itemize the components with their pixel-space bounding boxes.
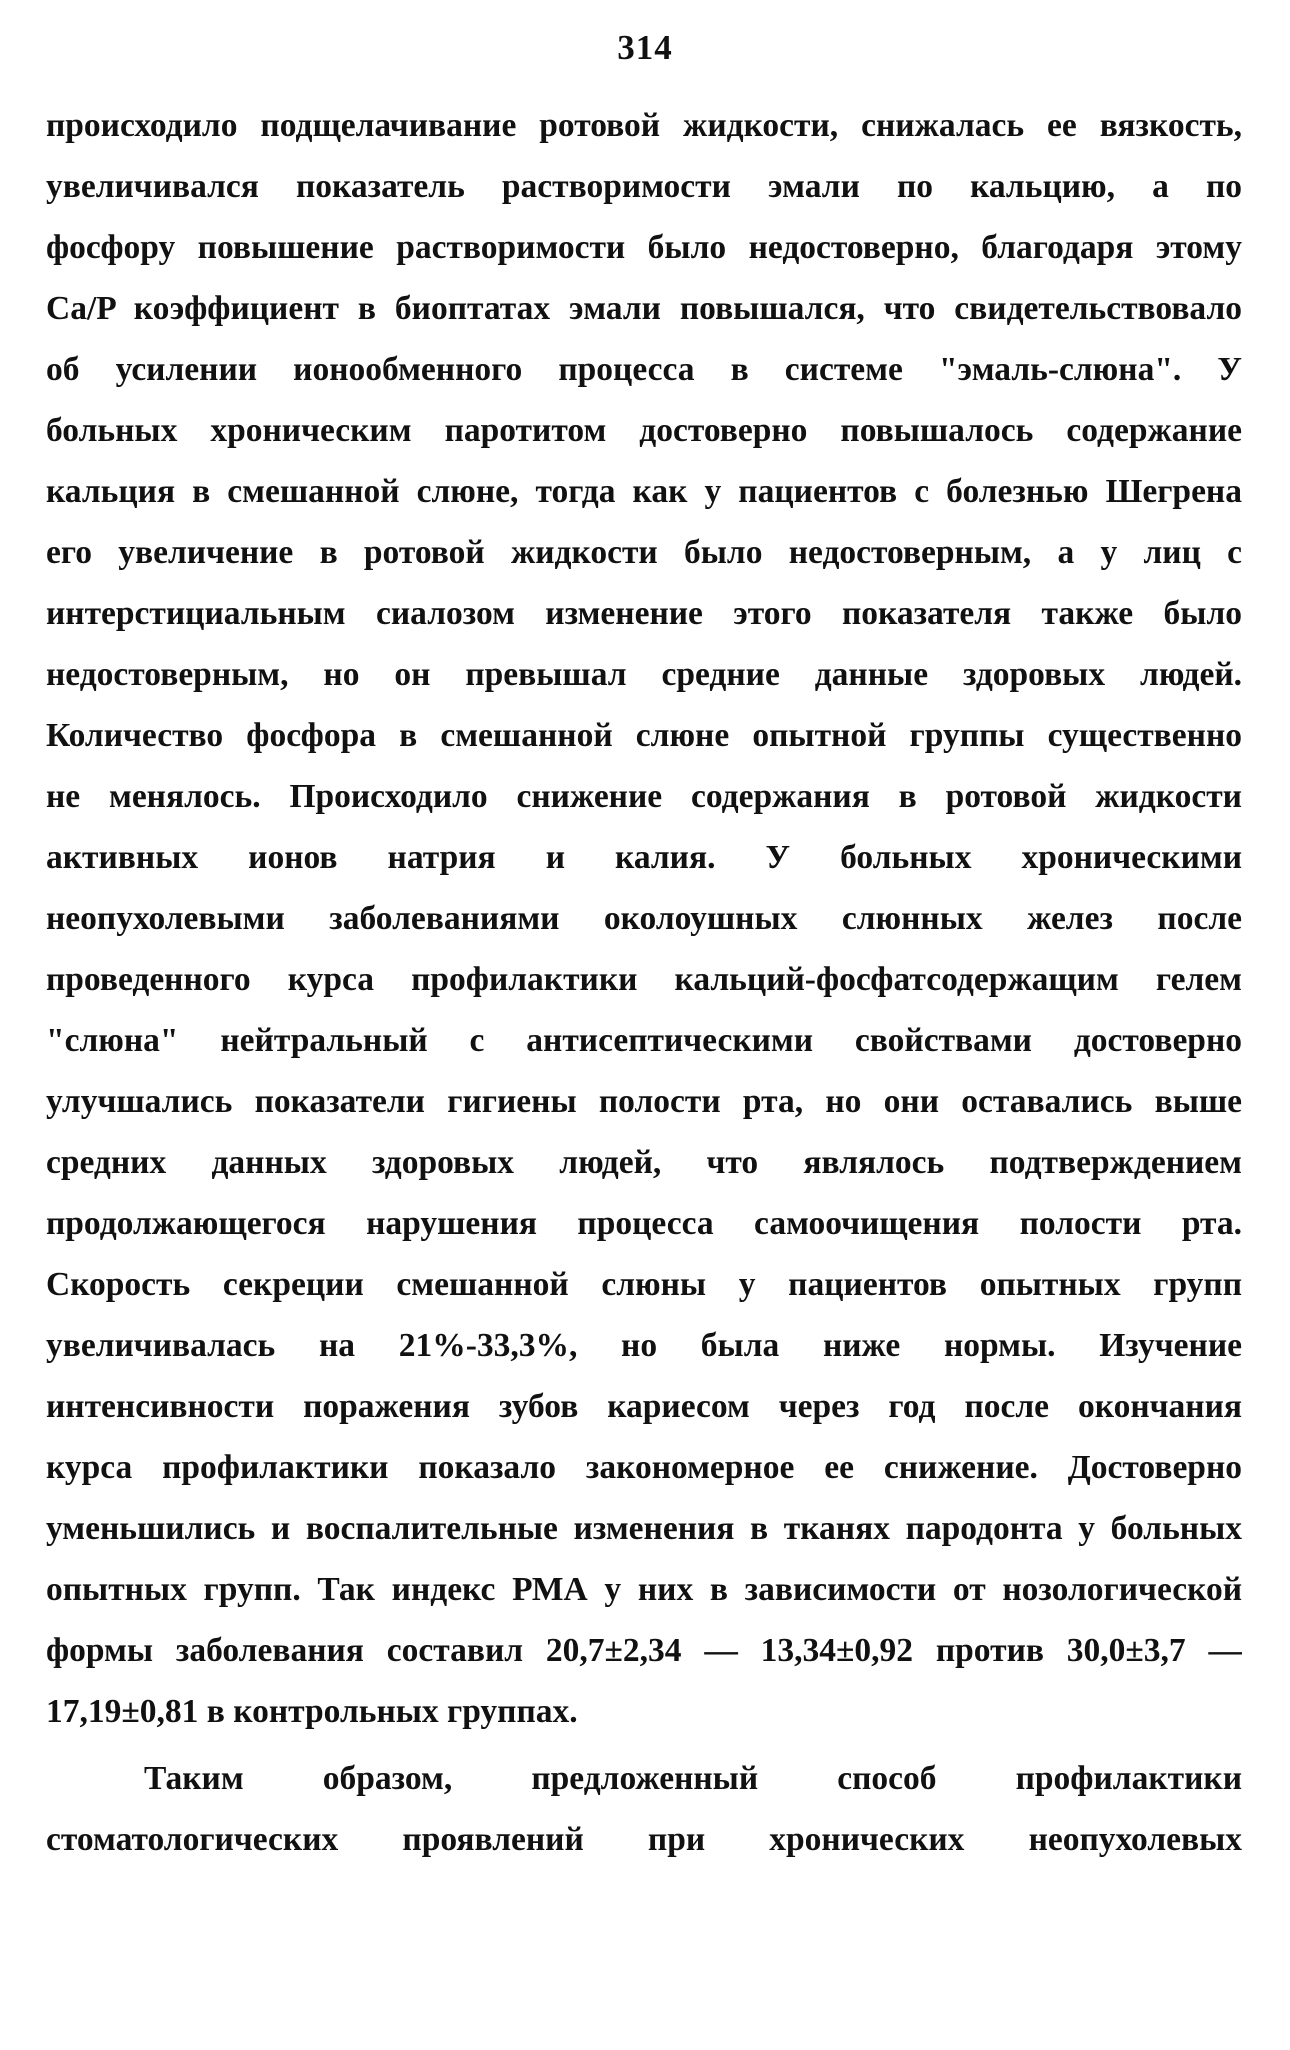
text-line: стоматологических проявлений при хронических неопухолевых xyxy=(46,1821,1242,1858)
text-line: средних данных здоровых людей, что являлось подтверждением xyxy=(46,1144,1242,1181)
body-text xyxy=(46,95,1242,1870)
text-line: курса профилактики показало закономерное ее снижение. Достоверно xyxy=(46,1449,1242,1486)
text-line: Ca/P коэффициент в биоптатах эмали повышался, что свидетельствовало xyxy=(46,290,1242,327)
text-line: кальция в смешанной слюне, тогда как у пациентов с болезнью Шегрена xyxy=(46,473,1242,510)
text-line: 17,19±0,81 в контрольных группах. xyxy=(46,1693,578,1730)
text-line: Таким образом, предложенный способ профилактики xyxy=(144,1760,1242,1797)
text-line: активных ионов натрия и калия. У больных хроническими xyxy=(46,839,1242,876)
text-line: об усилении ионообменного процесса в системе "эмаль-слюна". У xyxy=(46,351,1242,388)
text-line: Скорость секреции смешанной слюны у пациентов опытных групп xyxy=(46,1266,1242,1303)
text-line: уменьшились и воспалительные изменения в тканях пародонта у больных xyxy=(46,1510,1242,1547)
text-line: неопухолевыми заболеваниями околоушных слюнных желез после xyxy=(46,900,1242,937)
text-line: опытных групп. Так индекс РМА у них в зависимости от нозологической xyxy=(46,1571,1242,1608)
text-line: увеличивался показатель растворимости эмали по кальцию, а по xyxy=(46,168,1242,205)
text-line: фосфору повышение растворимости было недостоверно, благодаря этому xyxy=(46,229,1242,266)
text-line: проведенного курса профилактики кальций-фосфатсодержащим гелем xyxy=(46,961,1242,998)
text-line: формы заболевания составил 20,7±2,34 — 13,34±0,92 против 30,0±3,7 — xyxy=(46,1632,1242,1669)
text-line: улучшались показатели гигиены полости рта, но они оставались выше xyxy=(46,1083,1242,1120)
text-line: не менялось. Происходило снижение содержания в ротовой жидкости xyxy=(46,778,1242,815)
page-number: 314 xyxy=(617,28,673,67)
text-line: продолжающегося нарушения процесса самоочищения полости рта. xyxy=(46,1205,1242,1242)
text-line: увеличивалась на 21%-33,3%, но была ниже нормы. Изучение xyxy=(46,1327,1242,1364)
text-line: его увеличение в ротовой жидкости было недостоверным, а у лиц с xyxy=(46,534,1242,571)
paragraph-1 xyxy=(46,95,1242,1742)
text-line: Количество фосфора в смешанной слюне опытной группы существенно xyxy=(46,717,1242,754)
text-line: недостоверным, но он превышал средние данные здоровых людей. xyxy=(46,656,1242,693)
text-line: интенсивности поражения зубов кариесом через год после окончания xyxy=(46,1388,1242,1425)
text-line: больных хроническим паротитом достоверно повышалось содержание xyxy=(46,412,1242,449)
text-line: происходило подщелачивание ротовой жидкости, снижалась ее вязкость, xyxy=(46,107,1242,144)
text-line: интерстициальным сиалозом изменение этого показателя также было xyxy=(46,595,1242,632)
text-line: "слюна" нейтральный с антисептическими свойствами достоверно xyxy=(46,1022,1242,1059)
paragraph-2 xyxy=(46,1748,1242,1870)
